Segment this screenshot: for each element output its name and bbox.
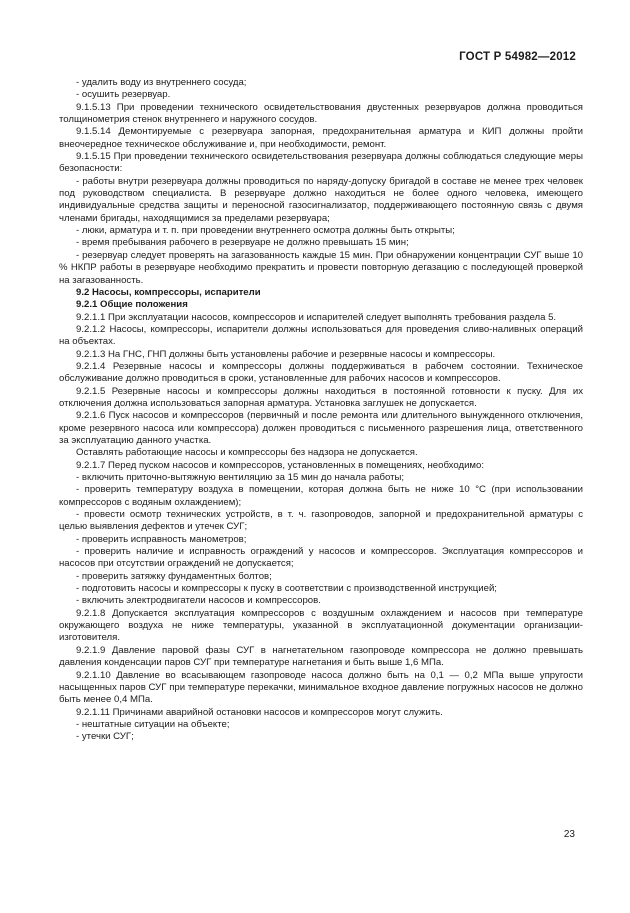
paragraph-9-2-1-5: 9.2.1.5 Резервные насосы и компрессоры должны находиться в постоянной готовности к пуску. Для их отключения должна использоваться запорная арматура. Установка заглушек не допускается. [59, 385, 583, 409]
page-body [59, 77, 583, 744]
paragraph-9-2-1-4: 9.2.1.4 Резервные насосы и компрессоры должны поддерживаться в рабочем состоянии. Техническое обслуживание должно проводиться в сроки, установленные для рабочих насосов и компрессоров. [59, 360, 583, 385]
document-code-header: ГОСТ Р 54982—2012 [459, 51, 576, 63]
paragraph-list-item: - утечки СУГ; [76, 731, 134, 743]
page-number: 23 [563, 829, 575, 840]
paragraph-9-2-1-8: 9.2.1.8 Допускается эксплуатация компрессоров с воздушным охлаждением и насосов при температуре окружающего воздуха не ниже температуры, указанной в эксплуатационной документации организации-изготовителя. [59, 607, 583, 644]
paragraph-list-item: - включить приточно-вытяжную вентиляцию за 15 мин до начала работы; [76, 472, 405, 483]
paragraph-list-item: - проверить наличие и исправность ограждений у насосов и компрессоров. Эксплуатация компрессоров и насосов при отсутствии ограждений не допускается; [59, 546, 583, 570]
paragraph-list-item: - удалить воду из внутреннего сосуда; [76, 77, 247, 88]
subsection-heading-9-2-1: 9.2.1 Общие положения [76, 299, 188, 311]
paragraph-9-2-1-9: 9.2.1.9 Давление паровой фазы СУГ в нагнетательном газопроводе компрессора не должно превышать давления конденсации паров СУГ при температуре нагнетания и быть выше 1,6 МПа. [59, 644, 583, 669]
paragraph-list-item: - время пребывания рабочего в резервуаре не должно превышать 15 мин; [76, 237, 409, 249]
paragraph-list-item: - люки, арматура и т. п. при проведении внутреннего осмотра должны быть открыты; [76, 225, 455, 237]
paragraph-9-1-5-15: 9.1.5.15 При проведении технического освидетельствования резервуара должны соблюдаться следующие меры безопасности: [59, 151, 583, 175]
paragraph-9-2-1-3: 9.2.1.3 На ГНС, ГНП должны быть установлены рабочие и резервные насосы и компрессоры. [76, 348, 496, 360]
paragraph-list-item: - провести осмотр технических устройств, в т. ч. газопроводов, запорной и предохранительной арматуры с целью выявления дефектов и утечек СУГ; [59, 509, 583, 533]
paragraph-list-item: - включить электродвигатели насосов и компрессоров. [76, 595, 321, 607]
paragraph-list-item: - проверить исправность манометров; [76, 533, 247, 545]
paragraph-note: Оставлять работающие насосы и компрессоры без надзора не допускается. [76, 447, 418, 459]
paragraph-9-1-5-13: 9.1.5.13 При проведении технического освидетельствования двустенных резервуаров должна проводиться толщинометрия стенок внутреннего и наружного сосудов. [59, 101, 583, 126]
paragraph-list-item: - нештатные ситуации на объекте; [76, 718, 230, 730]
paragraph-9-2-1-1: 9.2.1.1 При эксплуатации насосов, компрессоров и испарителей следует выполнять требования раздела 5. [76, 311, 557, 323]
paragraph-list-item: - подготовить насосы и компрессоры к пуску в соответствии с производственной инструкцией; [76, 583, 497, 595]
paragraph-list-item: - проверить температуру воздуха в помещении, которая должна быть не ниже 10 °С (при использовании компрессоров с водяным охлаждением); [59, 484, 583, 508]
paragraph-list-item: - осушить резервуар. [76, 89, 171, 101]
paragraph-9-2-1-6: 9.2.1.6 Пуск насосов и компрессоров (первичный и после ремонта или длительного вынужденного отключения, кроме резервного насоса или компрессора) должен проводиться с письменного разрешения лица, ответственного за эксплуатацию данного участка. [59, 410, 583, 446]
paragraph-9-2-1-10: 9.2.1.10 Давление во всасывающем газопроводе насоса должно быть на 0,1 — 0,2 МПа выше упругости насыщенных паров СУГ при температуре перекачки, минимальное входное давление погружных насосов не должно быть менее 0,4 МПа. [59, 669, 583, 706]
paragraph-list-item: - работы внутри резервуара должны проводиться по наряду-допуску бригадой в составе не менее трех человек под руководством специалиста. В резервуаре должно находиться не более одного человека, имеющего индивидуальные средства защиты и переносной газосигнализатор, поддерживающего постоянную связь с двумя членами бригады, находящимися за пределами резервуара; [59, 175, 583, 224]
paragraph-9-2-1-7: 9.2.1.7 Перед пуском насосов и компрессоров, установленных в помещениях, необходимо: [76, 459, 485, 471]
paragraph-9-1-5-14: 9.1.5.14 Демонтируемые с резервуара запорная, предохранительная арматура и КИП должны пройти внеочередное техническое обслуживание и, при необходимости, ремонт. [59, 126, 583, 150]
paragraph-9-2-1-11: 9.2.1.11 Причинами аварийной остановки насосов и компрессоров могут служить. [76, 706, 443, 718]
section-heading-9-2: 9.2 Насосы, компрессоры, испарители [76, 286, 261, 298]
paragraph-list-item: - резервуар следует проверять на загазованность каждые 15 мин. При обнаружении концентрации СУГ выше 10 % НКПР работы в резервуаре необходимо прекратить и провести повторную дегазацию с последующей проверкой на загазованность. [59, 249, 583, 286]
paragraph-list-item: - проверить затяжку фундаментных болтов; [76, 570, 272, 582]
paragraph-9-2-1-2: 9.2.1.2 Насосы, компрессоры, испарители должны использоваться для проведения сливо-наливных операций на объектах. [59, 323, 583, 348]
